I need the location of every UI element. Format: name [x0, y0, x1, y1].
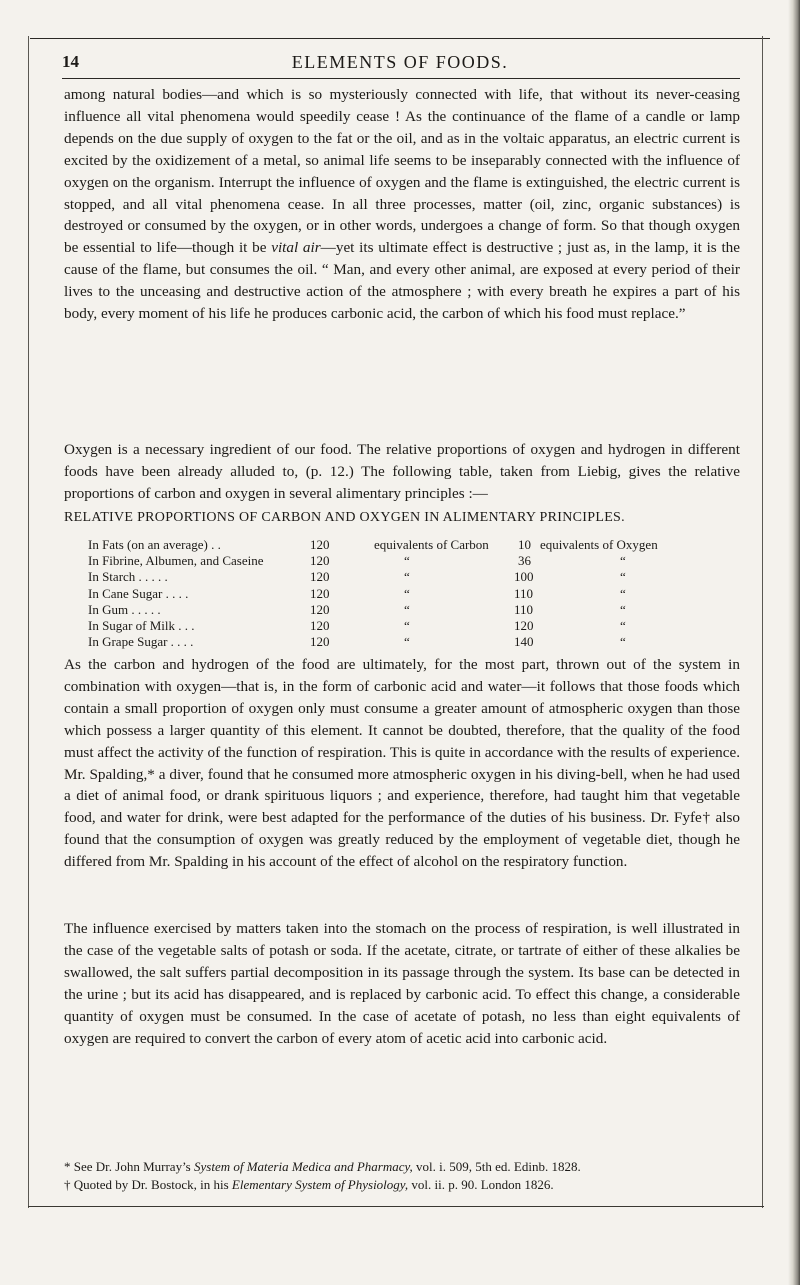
paragraph-4 — [64, 918, 740, 1049]
footnote-2-text: † Quoted by Dr. Bostock, in his — [64, 1177, 229, 1192]
footnote-1-title: System of Materia Medica and Pharmacy, — [194, 1159, 413, 1174]
ditto-mark: “ — [404, 569, 410, 585]
row-label: In Fats (on an average) . . — [88, 537, 221, 552]
paragraph-1 — [64, 84, 740, 325]
row-label: In Cane Sugar . . . . — [88, 585, 189, 601]
paragraph-4-text: The influence exercised by matters taken into the stomach on the process of respiration, is well illustrated in the case of the vegetable salts of potash or soda. If the acetate, citrate, or tartrate of either of these alkalies be swallowed, the salt suffers partial decomposition in its passage through the system. Its base can be detected in the urine ; but its acid has disappeared, and is replaced by carbonic acid. To effect this change, a considerable quantity of oxygen must be consumed. In the case of acetate of potash, no less than eight equivalents of oxygen are required to convert the carbon of every atom of acetic acid into carbonic acid. — [64, 920, 740, 1047]
table-heading: RELATIVE PROPORTIONS OF CARBON AND OXYGEN IN ALIMENTARY PRINCIPLES. — [64, 510, 625, 525]
carbon-value: 120 — [310, 553, 330, 569]
row-label: In Grape Sugar . . . . — [88, 634, 194, 650]
table-row — [88, 618, 728, 634]
right-border-rule — [762, 36, 763, 1208]
footnote-2-ref: vol. ii. p. 90. London 1826. — [411, 1177, 554, 1192]
table-row — [88, 537, 728, 553]
paragraph-2-text: Oxygen is a necessary ingredient of our food. The relative proportions of oxygen and hydrogen in different foods have been already alluded to, (p. 12.) The following table, taken from Liebig, gives the relative proportions of carbon and oxygen in several alimentary principles :— — [64, 441, 740, 502]
table-row — [88, 602, 728, 618]
carbon-header: equivalents of Carbon — [374, 537, 489, 552]
paragraph-1-text: among natural bodies—and which is so mysteriously connected with life, that without its never-ceasing influence all vital phenomena would speedily cease ! As the continuance of the flame of a candle or lamp depends on the due supply of oxygen to the fat or the oil, and as in the voltaic apparatus, an electric current is excited by the oxidizement of a metal, so animal life seems to be inseparably connected with the influence of oxygen on the organism. Interrupt the influence of oxygen and the flame is extinguished, the electric current is stopped, and all vital phenomena cease. In all three processes, matter (oil, zinc, organic substances) is destroyed or consumed by the oxygen, or in other words, undergoes a change of form. So that though oxygen be essential to life—though it be — [64, 86, 740, 257]
ditto-mark: “ — [404, 617, 410, 633]
footnote-1 — [64, 1158, 754, 1176]
carbon-value: 120 — [310, 634, 330, 650]
page-number: 14 — [62, 52, 79, 71]
paragraph-3 — [64, 654, 740, 873]
oxygen-value: 10 — [518, 537, 531, 552]
oxygen-value: 36 — [518, 553, 531, 569]
paragraph-2 — [64, 439, 740, 505]
oxygen-value: 110 — [514, 601, 534, 617]
footnote-2 — [64, 1176, 754, 1194]
footnote-1-ref: vol. i. 509, 5th ed. Edinb. 1828. — [416, 1159, 581, 1174]
top-border-rule — [30, 38, 770, 39]
ditto-mark: “ — [620, 601, 626, 617]
table-row — [88, 553, 728, 569]
ditto-mark: “ — [620, 634, 626, 650]
footnotes — [64, 1158, 754, 1194]
ditto-mark: “ — [404, 585, 410, 601]
ditto-mark: “ — [620, 585, 626, 601]
table-row — [88, 569, 728, 585]
table-row — [88, 586, 728, 602]
footnote-1-text: * See Dr. John Murray’s — [64, 1159, 191, 1174]
carbon-value: 120 — [310, 585, 330, 601]
ditto-mark: “ — [404, 601, 410, 617]
running-head: ELEMENTS OF FOODS. — [291, 52, 509, 72]
carbon-value: 120 — [310, 601, 330, 617]
carbon-value: 120 — [310, 569, 330, 585]
row-label: In Sugar of Milk . . . — [88, 617, 195, 633]
ditto-mark: “ — [620, 569, 626, 585]
paragraph-1-rest: —yet its ultimate effect is destructive ; just as, in the lamp, it is the cause of the flame, but consumes the oil. “ Man, and every other animal, are exposed at every period of their lives to the unceasing and destructive action of the atmosphere ; with every breath he expires a part of his body, every moment of his life he produces carbonic acid, the carbon of which his food must replace.” — [64, 239, 741, 323]
paragraph-3-text: As the carbon and hydrogen of the food are ultimately, for the most part, thrown out of the system in combination with oxygen—that is, in the form of carbonic acid and water—it follows that those foods which contain a small proportion of oxygen only must consume a greater amount of atmospheric oxygen than those which possess a larger quantity of this element. It cannot be doubted, therefore, that the quality of the food must affect the activity of the function of respiration. This is quite in accordance with the results of experience. Mr. Spalding,* a diver, found that he consumed more atmospheric oxygen in his diving-bell, when he had used a diet of animal food, or drank spirituous liquors ; and experience, therefore, had taught him that vegetable food, and water for drink, were best adapted for the performance of the duties of his business. Dr. Fyfe† also found that the consumption of oxygen was greatly reduced by the employment of vegetable diet, though he differed from Mr. Spalding in his account of the effect of alcohol on the respiratory function. — [64, 656, 740, 871]
oxygen-value: 140 — [514, 634, 534, 650]
carbon-value: 120 — [310, 537, 330, 552]
table-row — [88, 634, 728, 650]
ditto-mark: “ — [404, 553, 410, 569]
ditto-mark: “ — [620, 617, 626, 633]
page-edge-shadow — [788, 0, 800, 1285]
left-border-rule — [28, 36, 29, 1208]
row-label: In Gum . . . . . — [88, 601, 161, 617]
carbon-value: 120 — [310, 617, 330, 633]
oxygen-value: 110 — [514, 585, 534, 601]
header-rule — [62, 78, 740, 79]
oxygen-value: 100 — [514, 569, 534, 585]
ditto-mark: “ — [620, 553, 626, 569]
footnote-2-title: Elementary System of Physiology, — [231, 1177, 409, 1192]
page-header — [0, 52, 800, 76]
paragraph-1-italic: vital air — [271, 239, 321, 257]
oxygen-header: equivalents of Oxygen — [540, 537, 658, 552]
row-label: In Fibrine, Albumen, and Caseine — [88, 553, 264, 569]
bottom-border-rule — [28, 1206, 764, 1207]
row-label: In Starch . . . . . — [88, 569, 168, 585]
oxygen-value: 120 — [514, 617, 534, 633]
proportions-table — [88, 537, 728, 650]
ditto-mark: “ — [404, 634, 410, 650]
